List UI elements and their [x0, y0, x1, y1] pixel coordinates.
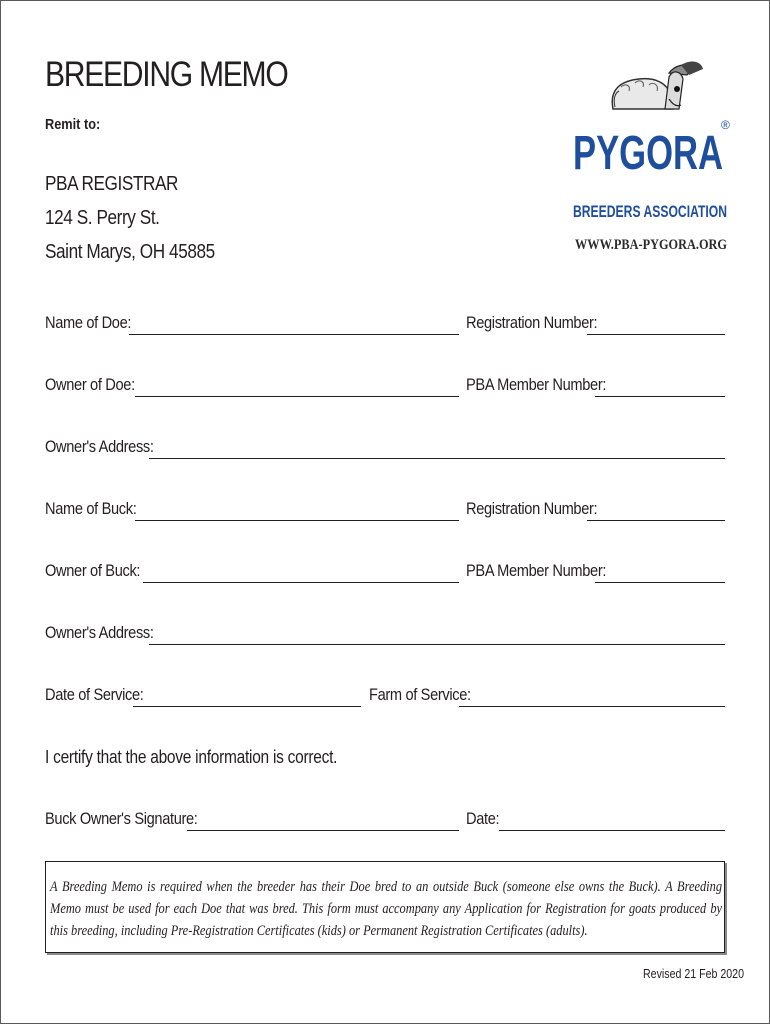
- address-line-1: PBA REGISTRAR: [45, 173, 179, 195]
- certification-statement: I certify that the above information is correct.: [45, 747, 338, 767]
- buck-owner-address-label: Owner's Address:: [45, 623, 154, 642]
- buck-member-number-input[interactable]: [595, 582, 725, 583]
- farm-of-service-label: Farm of Service:: [369, 685, 471, 704]
- owner-of-doe-label: Owner of Doe:: [45, 375, 135, 394]
- name-of-buck-label: Name of Buck:: [45, 499, 137, 518]
- logo-url: WWW.PBA-PYGORA.ORG: [575, 237, 728, 253]
- doe-registration-input[interactable]: [587, 334, 725, 335]
- signature-date-input[interactable]: [499, 830, 725, 831]
- address-line-2: 124 S. Perry St.: [45, 207, 160, 229]
- name-of-doe-label: Name of Doe:: [45, 313, 132, 332]
- farm-of-service-input[interactable]: [459, 706, 725, 707]
- doe-member-number-label: PBA Member Number:: [466, 375, 607, 394]
- buck-registration-label: Registration Number:: [466, 499, 598, 518]
- notice-text: A Breeding Memo is required when the breeder has their Doe bred to an outside Buck (someone else owns the Buck). A Breeding Memo must be used for each Doe that was bred. This form must accompany any Application for Registration for goats produced by this breeding, including Pre-Registration Certificates (kids) or Permanent Registration Certificates (adults).: [50, 879, 723, 939]
- remit-label: Remit to:: [45, 116, 101, 133]
- owner-of-buck-input[interactable]: [143, 582, 459, 583]
- form-title: BREEDING MEMO: [45, 55, 288, 94]
- notice-box: [45, 861, 725, 953]
- pygora-logo: [569, 59, 735, 255]
- buck-owner-signature-input[interactable]: [187, 830, 459, 831]
- logo-name: PYGORA: [573, 127, 723, 180]
- doe-registration-label: Registration Number:: [466, 313, 598, 332]
- date-of-service-input[interactable]: [133, 706, 361, 707]
- name-of-buck-input[interactable]: [135, 520, 459, 521]
- name-of-doe-input[interactable]: [129, 334, 459, 335]
- buck-member-number-label: PBA Member Number:: [466, 561, 607, 580]
- date-of-service-label: Date of Service:: [45, 685, 144, 704]
- registered-mark: ®: [721, 118, 730, 132]
- revision-date: Revised 21 Feb 2020: [643, 967, 745, 981]
- signature-date-label: Date:: [466, 809, 500, 828]
- address-line-3: Saint Marys, OH 45885: [45, 241, 215, 263]
- buck-owner-signature-label: Buck Owner's Signature:: [45, 809, 198, 828]
- owner-of-buck-label: Owner of Buck:: [45, 561, 141, 580]
- buck-owner-address-input[interactable]: [149, 644, 725, 645]
- owner-of-doe-input[interactable]: [135, 396, 459, 397]
- doe-owner-address-label: Owner's Address:: [45, 437, 154, 456]
- doe-owner-address-input[interactable]: [149, 458, 725, 459]
- goat-head-icon: [612, 62, 703, 109]
- doe-member-number-input[interactable]: [595, 396, 725, 397]
- buck-registration-input[interactable]: [587, 520, 725, 521]
- logo-subtitle: BREEDERS ASSOCIATION: [573, 202, 727, 221]
